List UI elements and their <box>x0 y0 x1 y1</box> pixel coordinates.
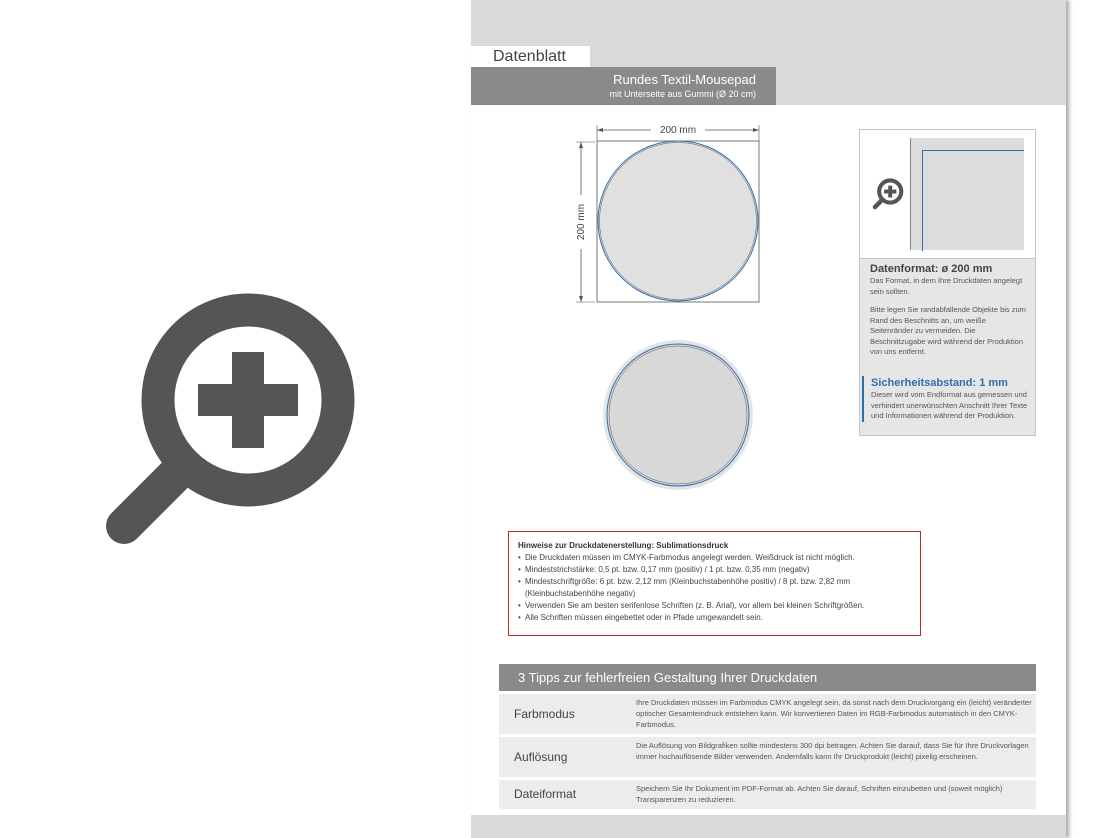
tip-label: Auflösung <box>514 750 568 764</box>
format-diagram <box>471 105 851 525</box>
product-subtitle: mit Unterseite aus Gummi (Ø 20 cm) <box>609 89 756 99</box>
tip-row-aufloesung <box>499 737 1036 777</box>
format-description: Das Format, in dem Ihre Druckdaten angelegt sein sollten. <box>870 276 1023 296</box>
datasheet-page <box>471 0 1066 838</box>
zoom-in-icon-small[interactable] <box>872 178 904 210</box>
datasheet-tab: Datenblatt <box>471 46 590 67</box>
product-title-band <box>471 67 776 105</box>
notes-heading: Hinweise zur Druckdatenerstellung: Sublimationsdruck <box>518 541 729 550</box>
product-preview-circle <box>607 344 749 486</box>
print-notes-box <box>508 531 921 636</box>
bleed-description: Bitte legen Sie randabfallende Objekte bis zum Rand des Beschnitts an, um weiße Seitenränder zu vermeiden. Die Beschnittzugabe wird während der Produktion von uns entfernt. <box>870 305 1026 356</box>
tip-row-dateiformat <box>499 780 1036 809</box>
list-item: • Mindeststrichstärke: 0,5 pt. bzw. 0,17 mm (positiv) / 1 pt. bzw. 0,35 mm (negativ) <box>518 564 911 576</box>
format-heading: Datenformat: ø 200 mm <box>870 263 993 275</box>
tips-heading: 3 Tipps zur fehlerfreien Gestaltung Ihrer Druckdaten <box>499 664 1036 691</box>
tip-text: Die Auflösung von Bildgrafiken sollte mindestens 300 dpi betragen. Achten Sie darauf, dass Sie für Ihre Druckvorlagen immer hochauflösende Bilder verwenden. Andernfalls kann Ihr Druckprodukt (leicht) pixelig erscheinen. <box>636 741 1029 761</box>
width-dimension-label: 200 mm <box>659 125 697 136</box>
tip-label: Farbmodus <box>514 707 575 721</box>
footer-band <box>471 815 1066 838</box>
list-item: • Verwenden Sie am besten serifenlose Schriften (z. B. Arial), vor allem bei kleinen Schriftgrößen. <box>518 600 911 612</box>
height-dimension-label: 200 mm <box>576 203 587 241</box>
safety-heading: Sicherheitsabstand: 1 mm <box>871 377 1008 389</box>
safety-description: Dieser wird vom Endformat aus gemessen und verhindert unerwünschten Anschnitt Ihrer Texte und Informationen während der Produktion. <box>871 390 1028 420</box>
tip-text: Speichern Sie Ihr Dokument im PDF-Format ab. Achten Sie darauf, Schriften einzubetten und (soweit möglich) Transparenzen zu reduzieren. <box>636 784 1003 804</box>
list-item: • Mindestschriftgröße: 6 pt. bzw. 2,12 mm (Kleinbuchstabenhöhe positiv) / 8 pt. bzw. 2,82 mm (Kleinbuchstabenhöhe negativ) <box>518 576 911 600</box>
tip-text: Ihre Druckdaten müssen im Farbmodus CMYK angelegt sein, da sonst nach dem Druckvorgang ein (leicht) veränderter optischer Gesamteindruck entstehen kann. Wir konvertieren Daten im RGB-Farbmodus automatisch in den CMYK-Farbmodus. <box>636 698 1032 729</box>
corner-preview <box>860 130 1035 259</box>
format-info-text <box>870 262 1030 366</box>
zoom-in-icon[interactable] <box>100 290 360 550</box>
list-item: • Alle Schriften müssen eingebettet oder in Pfade umgewandelt sein. <box>518 612 911 624</box>
tip-row-farbmodus <box>499 694 1036 734</box>
format-info-box <box>859 129 1036 436</box>
safety-line <box>922 150 1024 251</box>
print-circle <box>598 141 758 301</box>
product-title: Rundes Textil-Mousepad <box>613 72 756 87</box>
notes-list <box>518 552 911 624</box>
list-item: • Die Druckdaten müssen im CMYK-Farbmodus angelegt werden. Weißdruck ist nicht möglich. <box>518 552 911 564</box>
tip-label: Dateiformat <box>514 787 577 801</box>
safety-distance <box>862 376 1041 422</box>
